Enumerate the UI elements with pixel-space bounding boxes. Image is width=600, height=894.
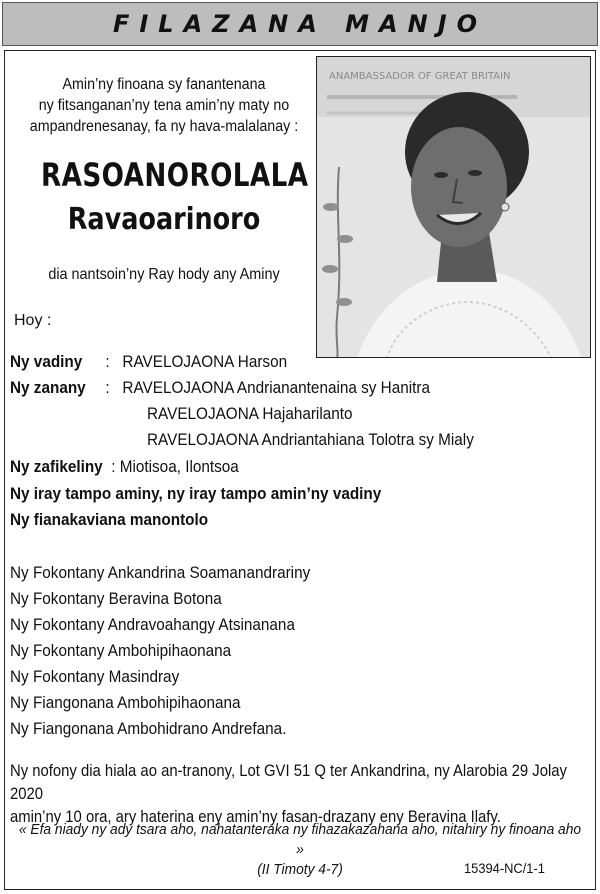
- hoy-label: Hoy :: [14, 312, 52, 329]
- reference-code: 15394-NC/1-1: [464, 860, 545, 876]
- funeral-line-1: Ny nofony dia hiala ao an-tranony, Lot GVI 51 Q ter Ankandrina, ny Alarobia 29 Jolay 2020: [10, 762, 567, 803]
- header-banner: [2, 2, 598, 46]
- portrait-illustration: [317, 57, 591, 358]
- grandchildren-value: Miotisoa, Ilontsoa: [119, 457, 239, 476]
- community-item: Ny Fokontany Beravina Botona: [10, 589, 222, 608]
- funeral-details: [10, 760, 586, 829]
- spouse-row: [10, 352, 287, 372]
- children-label: Ny zanany: [10, 378, 86, 397]
- whole-family-line: Ny fianakaviana manontolo: [10, 510, 209, 529]
- grandchildren-label: Ny zafikeliny: [10, 457, 103, 476]
- child-1: RAVELOJAONA Andrianantenaina sy Hanitra: [122, 378, 431, 397]
- community-item: Ny Fokontany Masindray: [10, 667, 180, 686]
- community-item: Ny Fokontany Ambohipihaonana: [10, 641, 232, 660]
- children-row: [10, 378, 430, 398]
- header-title: FILAZANA MANJO: [112, 10, 488, 38]
- intro-text: [26, 74, 302, 137]
- portrait-photo: [316, 56, 591, 358]
- community-item: Ny Fiangonana Ambohidrano Andrefana.: [10, 719, 287, 738]
- intro-line-3: ampandrenesanay, fa ny hava-malalanay :: [29, 118, 299, 135]
- quote-reference: (II Timoty 4-7): [257, 862, 343, 878]
- intro-line-2: ny fitsanganan’ny tena amin’ny maty no: [38, 97, 290, 114]
- passed-away-text: dia nantsoin’ny Ray hody any Aminy: [48, 266, 280, 283]
- community-item: Ny Fokontany Andravoahangy Atsinanana: [10, 615, 295, 634]
- child-3: RAVELOJAONA Andriantahiana Tolotra sy Mialy: [147, 430, 474, 449]
- photo-background-text: ANAMBASSADOR OF GREAT BRITAIN: [329, 71, 511, 82]
- funeral-line-2: amin’ny 10 ora, ary haterina eny amin’ny fasan-drazany eny Beravina Ilafy.: [10, 808, 501, 826]
- child-2: RAVELOJAONA Hajaharilanto: [147, 404, 353, 423]
- grandchildren-sep: :: [111, 457, 116, 476]
- siblings-line: Ny iray tampo aminy, ny iray tampo amin’ny vadiny: [10, 484, 382, 503]
- spouse-label: Ny vadiny: [10, 352, 83, 371]
- grandchildren-row: [10, 457, 239, 477]
- intro-line-1: Amin’ny finoana sy fanantenana: [62, 76, 266, 93]
- quote-text: « Efa niady ny ady tsara aho, nahatanteraka ny fihazakazahana aho, nitahiry ny finoana aho »: [18, 822, 582, 858]
- deceased-surname: RASOANOROLALA: [41, 156, 309, 194]
- community-item: Ny Fokontany Ankandrina Soamanandrariny: [10, 563, 311, 582]
- spouse-value: RAVELOJAONA Harson: [122, 352, 288, 371]
- community-item: Ny Fiangonana Ambohipihaonana: [10, 693, 241, 712]
- spouse-sep: :: [105, 352, 110, 371]
- deceased-given-name: Ravaoarinoro: [67, 202, 261, 237]
- children-sep: :: [105, 378, 110, 397]
